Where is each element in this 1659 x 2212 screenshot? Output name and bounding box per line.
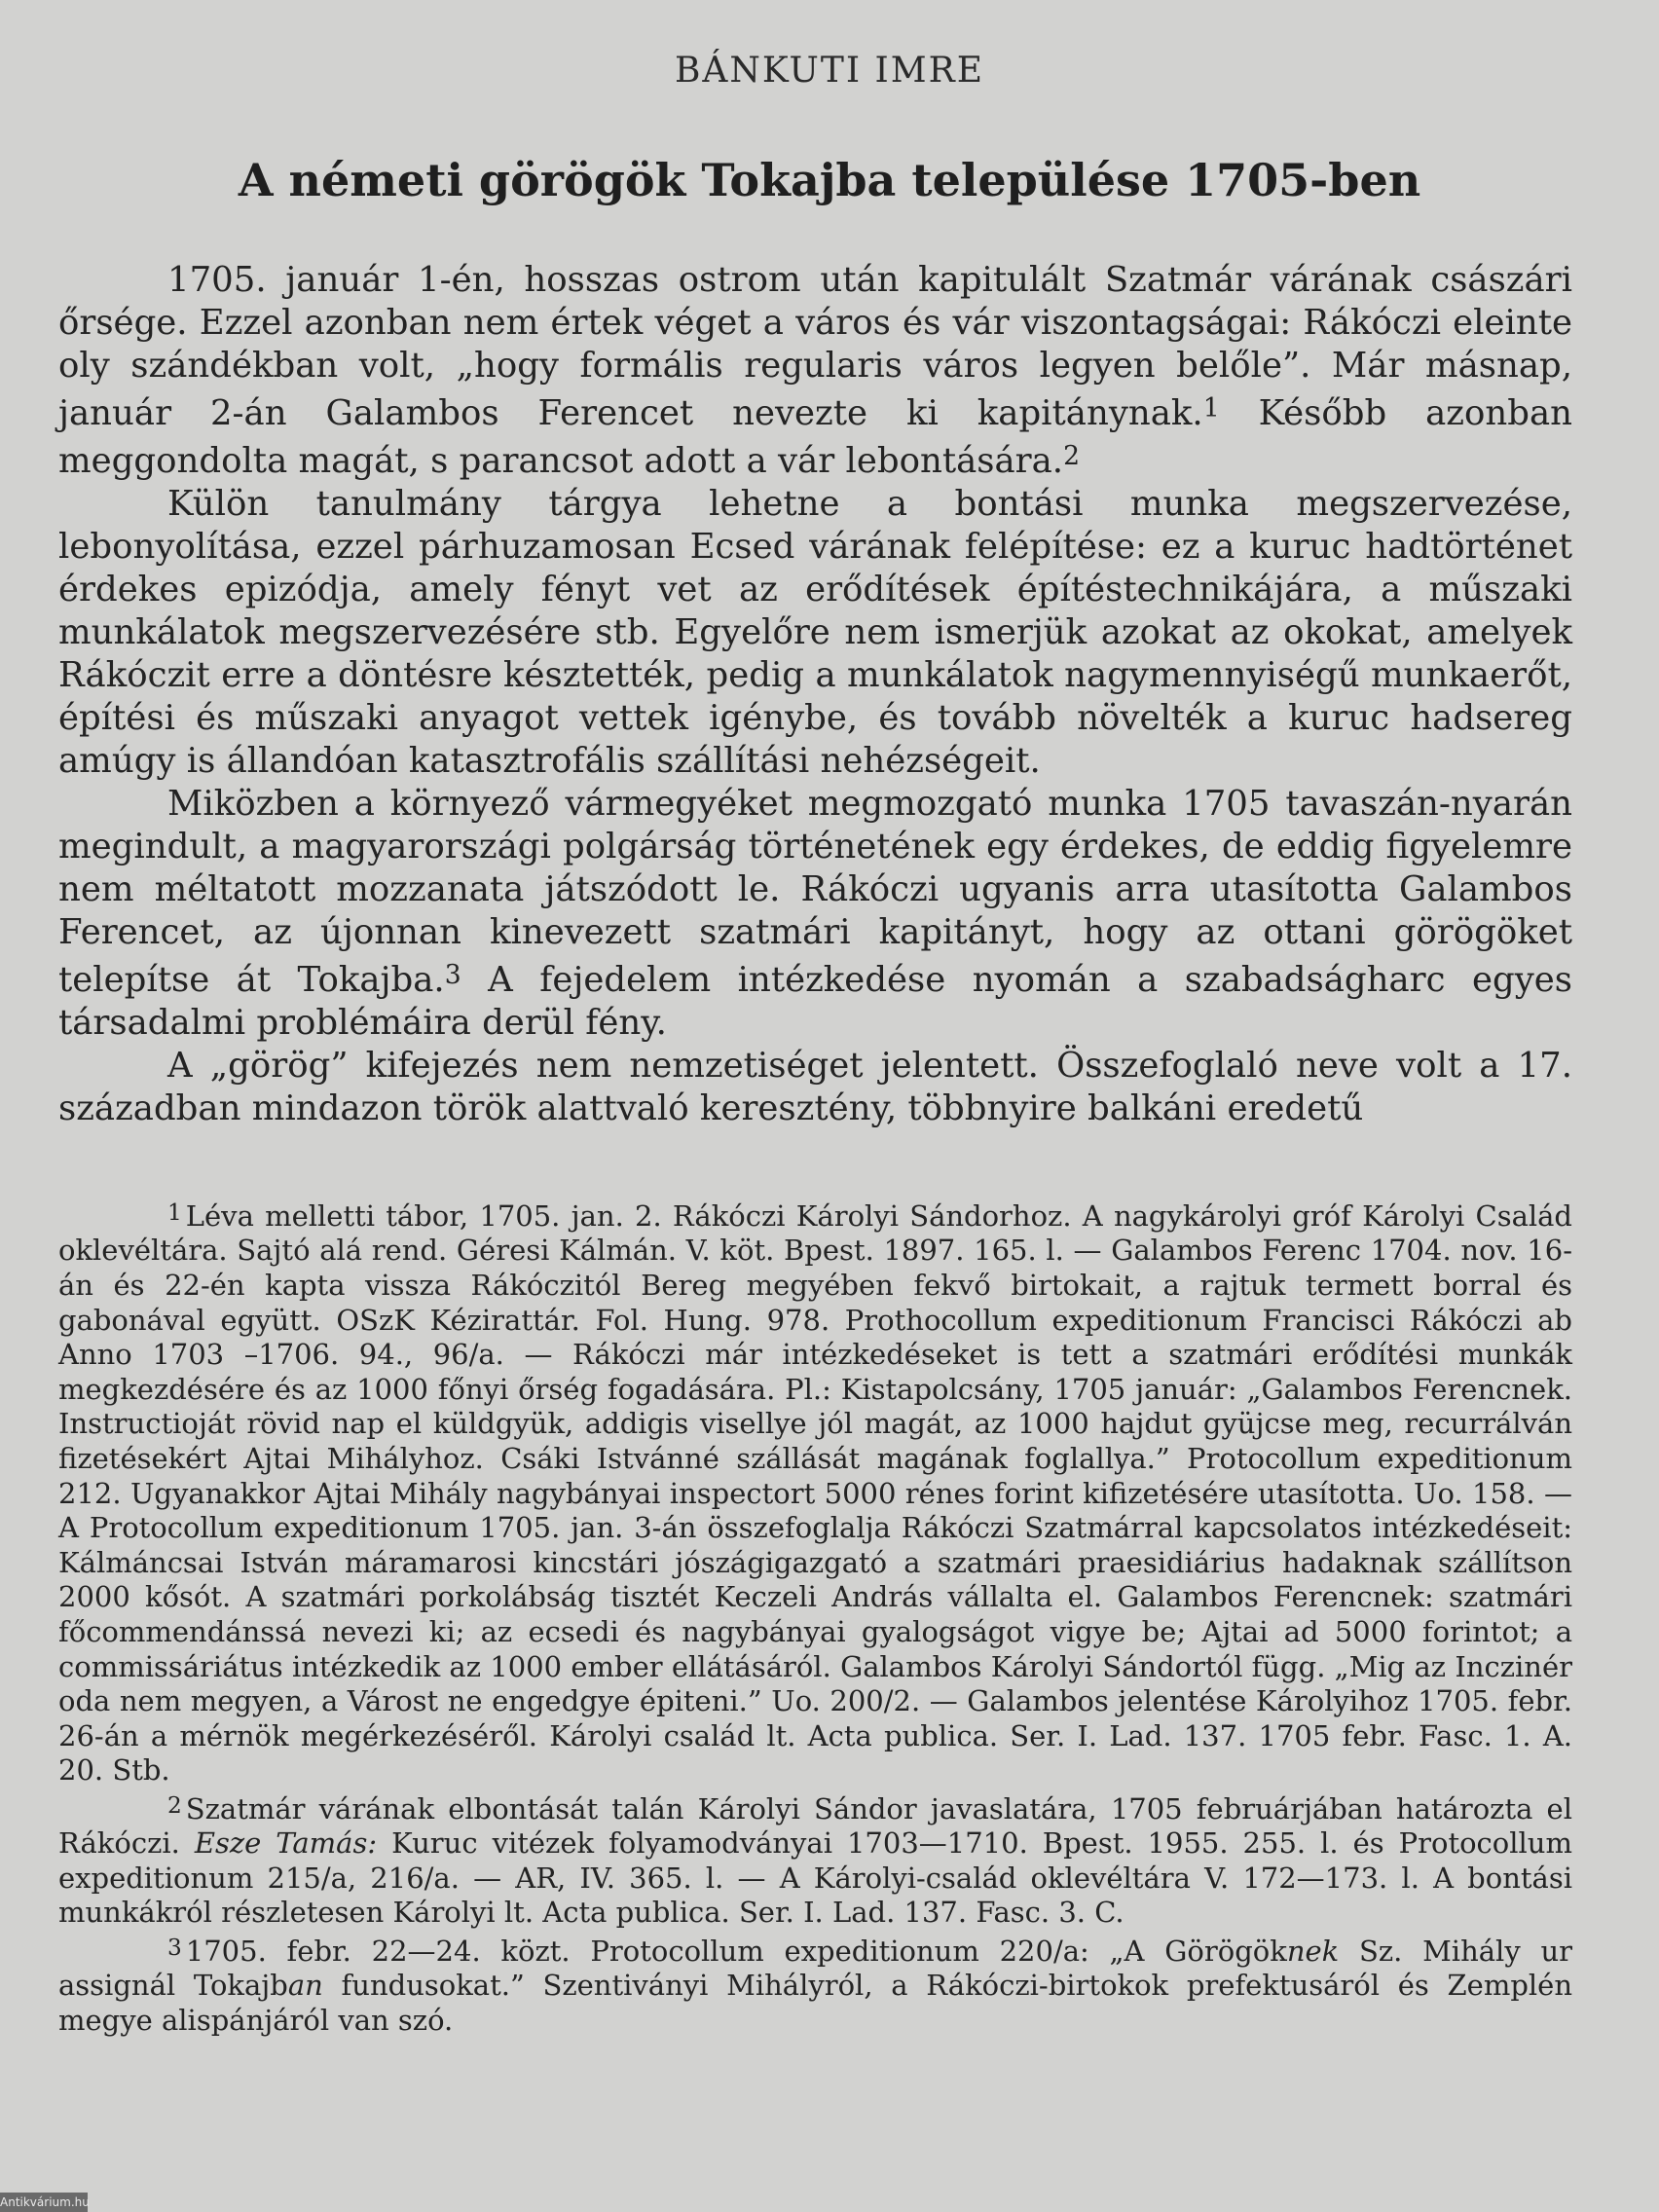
footnote-1-text: Léva melletti tábor, 1705. jan. 2. Rákóczi Károlyi Sándorhoz. A nagykárolyi gróf Károlyi Család oklevéltára. Sajtó alá rend. Géresi Kálmán. V. köt. Bpest. 1897. 165. l. — Galambos Ferenc 1704. nov. 16-án és 22-én kapta vissza Rákóczitól Bereg megyében fekvő birtokait, a rajtuk termett borral és gabonával együtt. OSzK Kézirattár. Fol. Hung. 978. Prothocollum expeditionum Francisci Rákóczi ab Anno 1703 –1706. 94., 96/a. — Rákóczi már intézkedéseket is tett a szatmári erődítési munkák megkezdésére és az 1000 főnyi őrség fogadására. Pl.: Kistapolcsány, 1705 január: „Galambos Ferencnek. Instructioját rövid nap el küldgyük, addigis visellye jól magát, az 1000 hajdut gyüjcse meg, recurrálván fizetésekért Ajtai Mihályhoz. Csáki Istvánné szállását magának foglallya.” Protocollum expeditionum 212. Ugyanakkor Ajtai Mihály nagybányai inspectort 5000 rénes forint kifizetésére utasította. Uo. 158. — A Protocollum expeditionum 1705. jan. 3-án összefoglalja Rákóczi Szatmárral kapcsolatos intézkedéseit: Kálmáncsai István máramarosi kincstári jószágigazgató a szatmári praesidiárius hadaknak szállítson 2000 kősót. A szatmári porkolábság tisztét Keczeli András vállalta el. Galambos Ferencnek: szatmári főcommendánssá nevezi ki; az ecsedi és nagybányai gyalogságot vigye be; Ajtai ad 5000 forintot; a commissáriátus intézkedik az 1000 ember ellátásáról. Galambos Károlyi Sándortól függ. „Mig az Inczinér oda nem megyen, a Várost ne engedgye épiteni.” Uo. 200/2. — Galambos jelentése Károlyihoz 1705. febr. 26-án a mérnök megérkezéséről. Károlyi család lt. Acta publica. Ser. I. Lad. 137. 1705 febr. Fasc. 1. A. 20. Stb. [58, 1198, 1572, 1788]
footnote-3-text-a: 1705. febr. 22—24. közt. Protocollum expeditionum 220/a: „A Görögök [185, 1934, 1287, 1968]
footnote-ref-3: 3 [444, 959, 461, 990]
footnote-2-text-b: Kuruc vitézek folyamodványai 1703—1710. Bpest. 1955. 255. l. és Protocollum expeditionum 215/a, 216/a. — AR, IV. 365. l. — A Károlyi-család oklevéltára V. 172—173. l. A bontási munkákról részletesen Károlyi lt. Acta publica. Ser. I. Lad. 137. Fasc. 3. C. [58, 1826, 1572, 1930]
footnote-ref-2: 2 [1063, 440, 1080, 471]
footnote-3-italic-2: an [287, 1969, 323, 2003]
paragraph-3 [58, 783, 1572, 1045]
paragraph-3-text-a: Miközben a környező vármegyéket megmozgató munka 1705 tavaszán-nyarán megindult, a magyarországi polgárság történetének egy érdekes, de eddig figyelemre nem méltatott mozzanata játszódott le. Rákóczi ugyanis arra utasította Galambos Ferencet, az újonnan kinevezett szatmári kapitányt, hogy az ottani görögöket telepítse át Tokajba. [58, 783, 1572, 1000]
watermark-label: Antikvárium.hu [0, 2193, 88, 2212]
footnote-2-number: 2 [167, 1791, 182, 1819]
footnote-2 [58, 1788, 1572, 1931]
footnote-3-text-b: Sz. Mihály ur assignál Tokajb [58, 1934, 1573, 2003]
article-title: A németi görögök Tokajba települése 1705-ben [238, 154, 1421, 206]
footnote-ref-1: 1 [1202, 393, 1220, 424]
footnote-2-text-a: Szatmár várának elbontását talán Károlyi Sándor javaslatára, 1705 februárjában határozta el Rákóczi. [58, 1791, 1572, 1861]
paragraph-1-text-b: Később azonban meggondolta magát, s parancsot adott a vár lebontására. [58, 392, 1572, 481]
footnotes [58, 1196, 1572, 2039]
footnote-3-number: 3 [167, 1935, 182, 1962]
paragraph-4: A „görög” kifejezés nem nemzetiséget jelentett. Összefoglaló neve volt a 17. században mindazon török alattvaló keresztény, többnyire balkáni eredetű [58, 1045, 1572, 1128]
footnote-3-italic-1: nek [1286, 1934, 1340, 1968]
footnote-2-author: Esze Tamás: [194, 1826, 378, 1861]
footnote-1-number: 1 [167, 1199, 182, 1226]
paragraph-1-text-a: 1705. január 1-én, hosszas ostrom után kapitulált Szatmár várának császári őrsége. Ezzel azonban nem értek véget a város és vár viszontagságai: Rákóczi eleinte oly szándékban volt, „hogy formális regularis város legyen belőle”. Már másnap, január 2-án Galambos Ferencet nevezte ki kapitánynak. [58, 260, 1572, 433]
footnote-1 [58, 1196, 1572, 1788]
article-body [58, 259, 1572, 1130]
author-name: BÁNKUTI IMRE [674, 51, 985, 91]
paragraph-1 [58, 259, 1572, 483]
footnote-3 [58, 1931, 1572, 2039]
paragraph-3-text-b: A fejedelem intézkedése nyomán a szabadságharc egyes társadalmi problémáira derül fény. [58, 959, 1572, 1043]
paragraph-2: Külön tanulmány tárgya lehetne a bontási munka megszervezése, lebonyolítása, ezzel párhuzamosan Ecsed várának felépítése: ez a kuruc hadtörténet érdekes epizódja, amely fényt vet az erődítések építéstechnikájára, a műszaki munkálatok megszervezésére stb. Egyelőre nem ismerjük azokat az okokat, amelyek Rákóczit erre a döntésre késztették, pedig a munkálatok nagymennyiségű munkaerőt, építési és műszaki anyagot vettek igénybe, és tovább növelték a kuruc hadsereg amúgy is állandóan katasztrofális szállítási nehézségeit. [58, 483, 1572, 781]
footnote-3-text-c: fundusokat.” Szentiványi Mihályról, a Rákóczi-birtokok prefektusáról és Zemplén megye alispánjáról van szó. [58, 1969, 1573, 2038]
